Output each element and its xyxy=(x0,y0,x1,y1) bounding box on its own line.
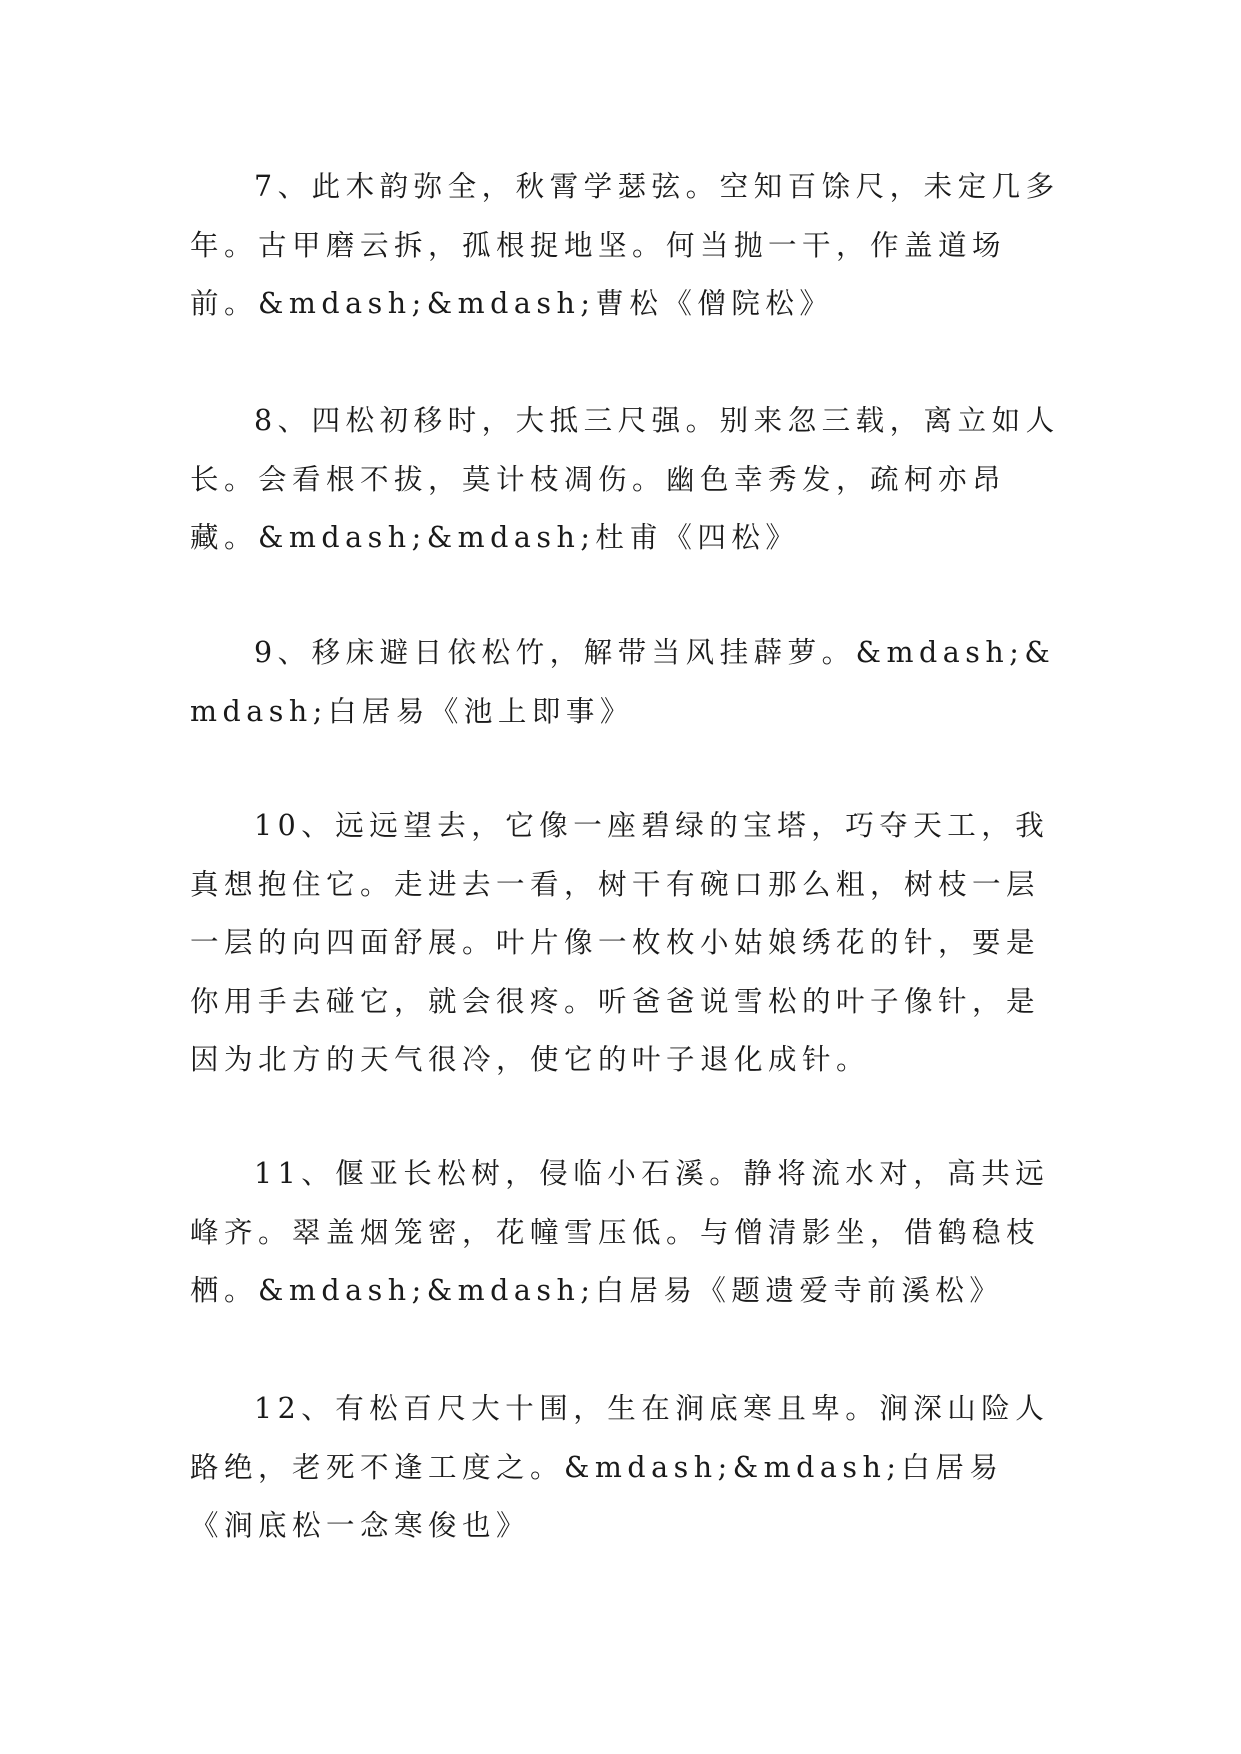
paragraph-10: 10、远远望去，它像一座碧绿的宝塔，巧夺天工，我真想抱住它。走进去一看，树干有碗口那么粗，树枝一层一层的向四面舒展。叶片像一枚枚小姑娘绣花的针，要是你用手去碰它，就会很疼。听爸爸说雪松的叶子像针，是因为北方的天气很冷，使它的叶子退化成针。 xyxy=(190,809,1050,1076)
paragraph-11: 11、偃亚长松树，侵临小石溪。静将流水对，高共远峰齐。翠盖烟笼密，花幢雪压低。与僧清影坐，借鹤稳枝栖。&mdash;&mdash;白居易《题遗爱寺前溪松》 xyxy=(190,1157,1050,1307)
paragraph-9: 9、移床避日依松竹，解带当风挂薜萝。&mdash;&mdash;白居易《池上即事》 xyxy=(190,636,1056,728)
paragraph-8: 8、四松初移时，大抵三尺强。别来忽三载，离立如人长。会看根不拔，莫计枝凋伤。幽色幸秀发，疏柯亦昂藏。&mdash;&mdash;杜甫《四松》 xyxy=(190,404,1060,554)
paragraph-7: 7、此木韵弥全，秋霄学瑟弦。空知百馀尺，未定几多年。古甲磨云拆，孤根捉地坚。何当抛一干，作盖道场前。&mdash;&mdash;曹松《僧院松》 xyxy=(190,170,1060,320)
paragraph-12: 12、有松百尺大十围，生在涧底寒且卑。涧深山险人路绝，老死不逢工度之。&mdash;&mdash;白居易《涧底松一念寒俊也》 xyxy=(190,1392,1050,1542)
